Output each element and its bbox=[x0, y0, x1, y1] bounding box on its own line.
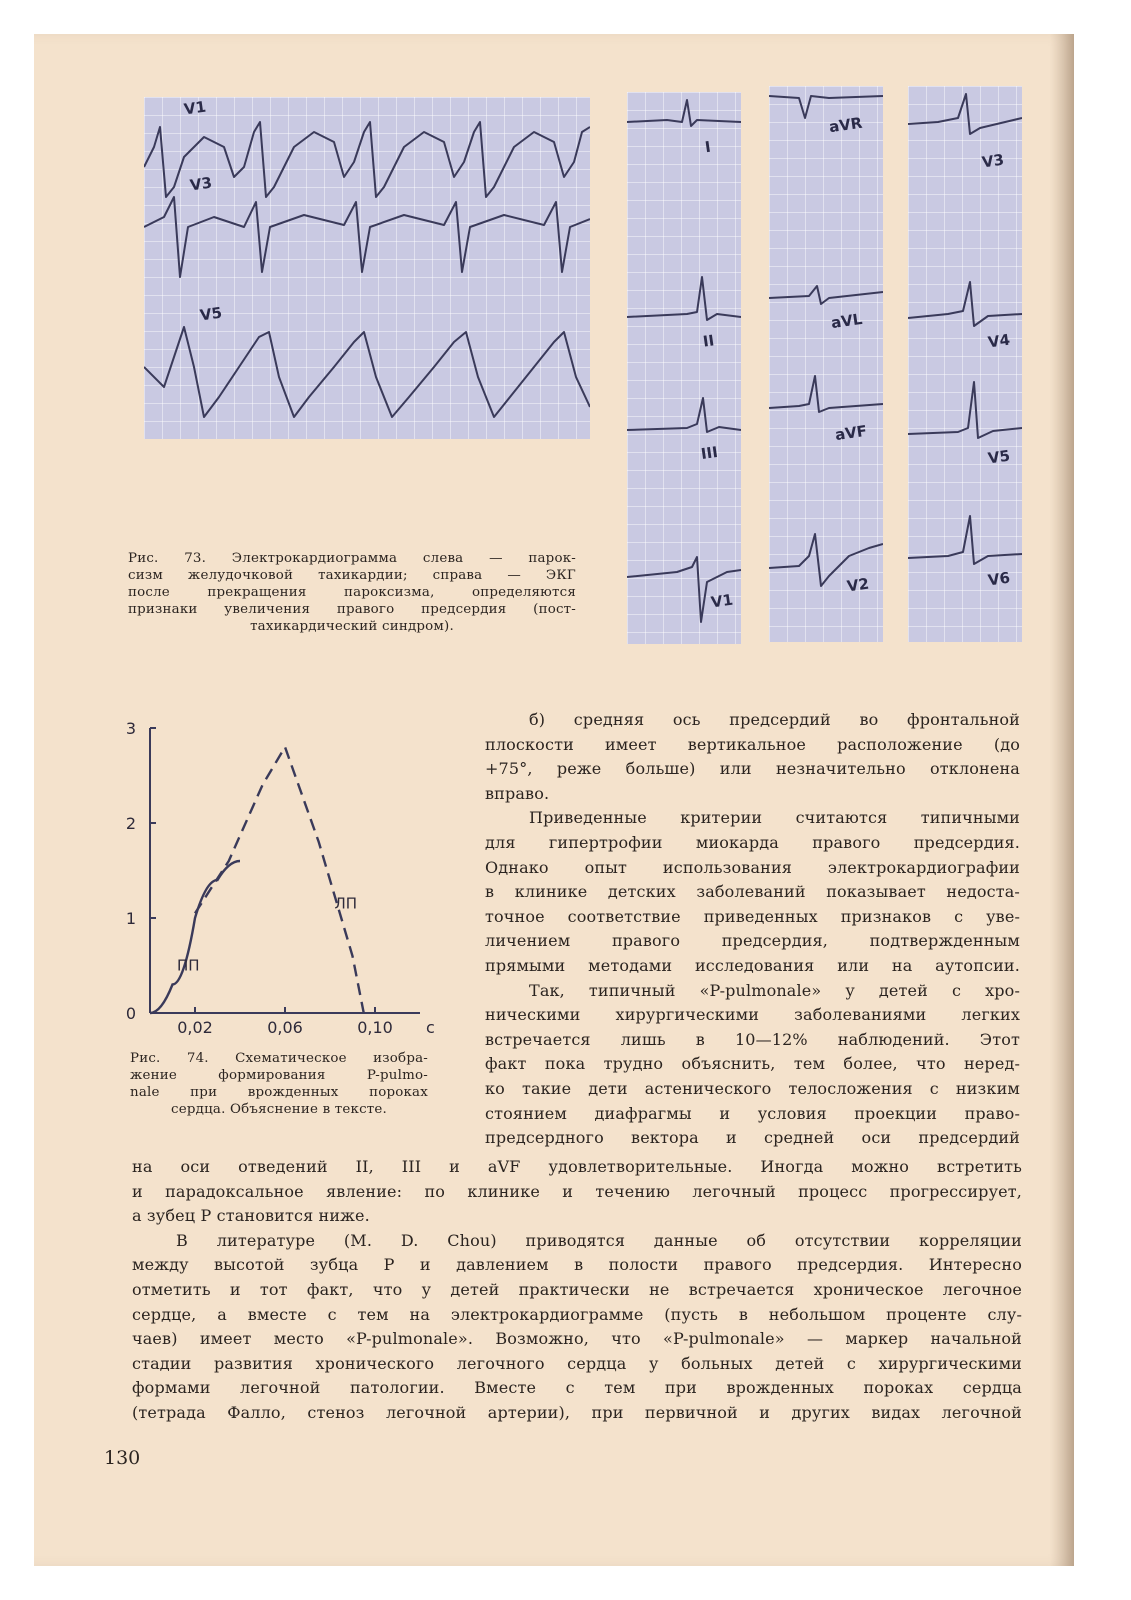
text-line: стоянием диафрагмы и условия проекции право- bbox=[485, 1103, 1020, 1123]
ecg-trace-V1 bbox=[627, 557, 741, 622]
lead-label-V3: V3 bbox=[980, 150, 1006, 172]
text-line: а зубец P становится ниже. bbox=[132, 1206, 370, 1226]
lead-label-V2: V2 bbox=[845, 574, 871, 596]
lead-label-V1: V1 bbox=[709, 590, 735, 612]
figure73-caption bbox=[128, 550, 576, 635]
series-line-lp bbox=[195, 747, 364, 1013]
ecg-trace-III bbox=[627, 398, 741, 432]
ecg-leads-column-2 bbox=[769, 86, 883, 642]
lead-label-I: I bbox=[703, 137, 712, 157]
ecg-trace-middle bbox=[144, 197, 590, 277]
lead-label-aVL: aVL bbox=[829, 309, 864, 333]
figure73-caption-line: после прекращения пароксизма, определяются bbox=[128, 585, 576, 600]
text-line: ко такие дети астенического телосложения с низким bbox=[485, 1078, 1020, 1098]
ecg-leads-column-3 bbox=[908, 86, 1022, 642]
page-number: 130 bbox=[104, 1447, 141, 1469]
text-line: в клинике детских заболеваний показывает недоста- bbox=[485, 882, 1020, 902]
x-tick-label: 0,02 bbox=[177, 1018, 213, 1037]
lead-label-V3-left: V3 bbox=[188, 173, 214, 195]
text-line: Так, типичный «P-pulmonale» у детей с хро- bbox=[529, 980, 1020, 1000]
x-unit-label: с bbox=[426, 1018, 435, 1037]
figure73-caption-line: Рис. 73. Электрокардиограмма слева — парок- bbox=[128, 551, 576, 566]
figure73-caption-line: признаки увеличения правого предсердия (пост- bbox=[128, 602, 576, 617]
text-line: вправо. bbox=[485, 783, 550, 803]
text-line: плоскости имеет вертикальное расположение (до bbox=[485, 734, 1020, 754]
ecg-column-2-traces bbox=[769, 86, 883, 642]
series-line-pp bbox=[150, 861, 240, 1013]
text-line: личением правого предсердия, подтвержденным bbox=[485, 931, 1020, 951]
ecg-trace-II bbox=[627, 277, 741, 320]
text-line: ническими хирургическими заболеваниями легких bbox=[485, 1005, 1020, 1025]
figure73-caption-line: тахикардический синдром). bbox=[250, 619, 454, 634]
series-label-lp: ЛП bbox=[334, 894, 358, 913]
ecg-column-1-traces bbox=[627, 92, 741, 644]
ecg-trace-V4 bbox=[908, 282, 1022, 326]
text-line: на оси отведений II, III и aVF удовлетворительные. Иногда можно встретить bbox=[132, 1157, 1022, 1176]
figure74-caption-line: nale при врожденных пороках bbox=[130, 1085, 428, 1100]
figure74-chart bbox=[100, 710, 440, 1040]
figure74-caption-line: жение формирования P-pulmo- bbox=[130, 1068, 428, 1083]
ecg-tachycardia-panel bbox=[144, 97, 590, 439]
lead-label-V4: V4 bbox=[986, 330, 1012, 352]
ecg-trace-aVR bbox=[769, 96, 883, 118]
text-line: б) средняя ось предсердий во фронтальной bbox=[529, 710, 1020, 729]
text-line: точное соответствие приведенных признаков с уве- bbox=[485, 906, 1020, 926]
ecg-trace-aVL bbox=[769, 286, 883, 304]
ecg-trace-aVF bbox=[769, 376, 883, 412]
page-edge-shadow bbox=[1050, 34, 1074, 1566]
y-tick-label: 0 bbox=[125, 1004, 136, 1023]
y-tick-label: 3 bbox=[125, 719, 136, 738]
lead-label-II: II bbox=[701, 331, 716, 351]
lead-label-aVF: aVF bbox=[833, 421, 869, 445]
ecg-trace-bottom bbox=[144, 327, 590, 417]
lead-label-V5: V5 bbox=[986, 446, 1012, 468]
text-line: Приведенные критерии считаются типичными bbox=[529, 808, 1020, 828]
x-tick-label: 0,10 bbox=[357, 1018, 393, 1037]
text-line: для гипертрофии миокарда правого предсердия. bbox=[485, 832, 1020, 852]
ecg-trace-V3 bbox=[908, 94, 1022, 134]
text-line: В литературе (M. D. Chou) приводятся данные об отсутствии корреляции bbox=[176, 1230, 1022, 1250]
text-line: и парадоксальное явление: по клинике и течению легочный процесс прогрессирует, bbox=[132, 1181, 1022, 1201]
y-tick-label: 2 bbox=[125, 814, 136, 833]
text-line: Однако опыт использования электрокардиографии bbox=[485, 857, 1020, 877]
figure74-caption-line: сердца. Объяснение в тексте. bbox=[171, 1102, 387, 1117]
text-line: между высотой зубца P и давлением в полости правого предсердия. Интересно bbox=[132, 1255, 1022, 1275]
figure74-chart-svg bbox=[100, 710, 440, 1040]
ecg-trace-V5 bbox=[908, 382, 1022, 438]
lead-label-V1-left: V1 bbox=[182, 97, 208, 119]
text-line: сердце, а вместе с тем на электрокардиограмме (пусть в небольшом проценте слу- bbox=[132, 1304, 1022, 1324]
figure73-caption-line: сизм желудочковой тахикардии; справа — ЭКГ bbox=[128, 568, 576, 583]
text-line: факт пока трудно объяснить, тем более, что неред- bbox=[485, 1054, 1020, 1074]
text-line: отметить и тот факт, что у детей практически не встречается хроническое легочное bbox=[132, 1279, 1022, 1299]
ecg-column-3-traces bbox=[908, 86, 1022, 642]
series-label-pp: ПП bbox=[177, 956, 200, 975]
text-line: формами легочной патологии. Вместе с тем при врожденных пороках сердца bbox=[132, 1378, 1022, 1398]
text-line: +75°, реже больше) или незначительно отклонена bbox=[485, 759, 1020, 779]
ecg-trace-V6 bbox=[908, 516, 1022, 564]
x-tick-label: 0,06 bbox=[267, 1018, 303, 1037]
text-line: встречается лишь в 10—12% наблюдений. Этот bbox=[485, 1029, 1020, 1049]
text-line: (тетрада Фалло, стеноз легочной артерии), при первичной и других видах легочной bbox=[132, 1402, 1022, 1422]
lead-label-III: III bbox=[699, 442, 719, 464]
text-line: чаев) имеет место «P-pulmonale». Возможно, что «P-pulmonale» — маркер начальной bbox=[132, 1329, 1022, 1349]
ecg-tachycardia-traces bbox=[144, 97, 590, 439]
full-width-text bbox=[132, 1155, 1022, 1426]
right-column-text bbox=[485, 708, 1020, 1151]
ecg-trace-I bbox=[627, 100, 741, 126]
lead-label-V6: V6 bbox=[986, 568, 1012, 590]
y-tick-label: 1 bbox=[125, 909, 136, 928]
figure74-caption-line: Рис. 74. Схематическое изобра- bbox=[130, 1051, 428, 1066]
text-line: стадии развития хронического легочного сердца у больных детей с хирургическими bbox=[132, 1353, 1022, 1373]
lead-label-V5-left: V5 bbox=[198, 303, 224, 325]
figure74-caption bbox=[130, 1050, 428, 1118]
ecg-leads-column-1 bbox=[627, 92, 741, 644]
text-line: предсердного вектора и средней оси предсердий bbox=[485, 1128, 1020, 1148]
lead-label-aVR: aVR bbox=[827, 113, 864, 137]
text-line: прямыми методами исследования или на аутопсии. bbox=[485, 955, 1020, 975]
